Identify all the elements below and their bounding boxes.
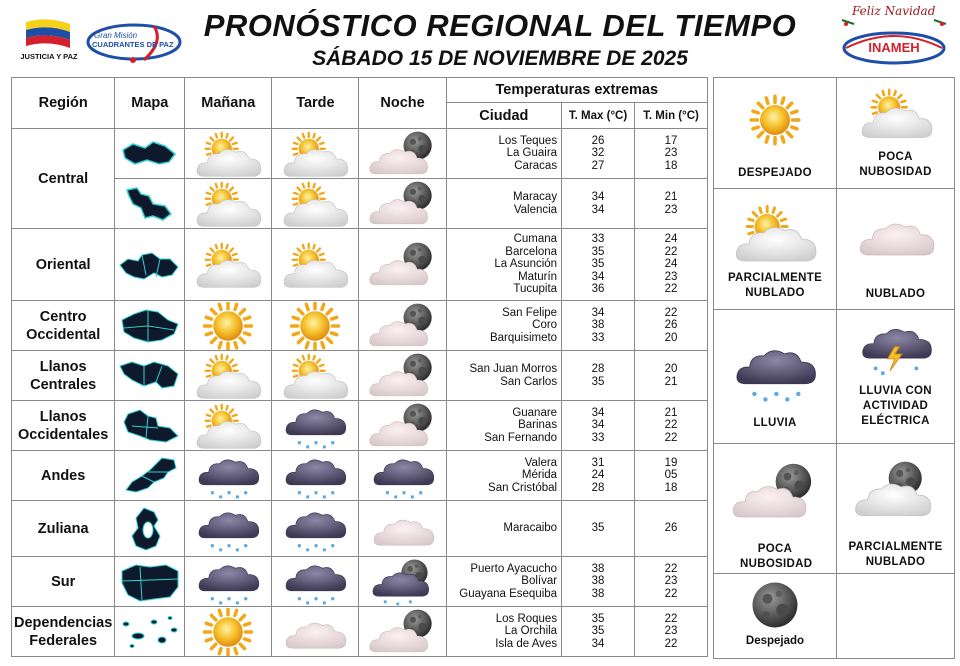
morning-icon bbox=[185, 557, 272, 607]
tmax-values: 34 38 33 bbox=[562, 301, 635, 351]
map-sur bbox=[115, 557, 185, 607]
morning-icon bbox=[185, 229, 272, 301]
region-llanos-centrales: Llanos Centrales bbox=[12, 351, 115, 401]
afternoon-icon bbox=[272, 229, 359, 301]
cuadrantes-de-paz-logo bbox=[84, 16, 184, 68]
morning-icon bbox=[185, 451, 272, 501]
cities: Los Roques La Orchila Isla de Aves bbox=[446, 607, 561, 657]
logo-gm-line2: CUADRANTES DE PAZ bbox=[92, 40, 174, 49]
map-dependencias-federales bbox=[115, 607, 185, 657]
col-tmax: T. Max (°C) bbox=[562, 103, 635, 129]
legend-parcialmente-nublado bbox=[714, 189, 837, 310]
legend-label: DESPEJADO bbox=[738, 167, 812, 179]
col-map: Mapa bbox=[115, 78, 185, 129]
tmax-values: 31 24 28 bbox=[562, 451, 635, 501]
morning-icon bbox=[185, 129, 272, 179]
legend-label: LLUVIA bbox=[753, 417, 797, 429]
cities: Maracay Valencia bbox=[446, 179, 561, 229]
legend-parcialmente-nublado-noche bbox=[837, 444, 955, 574]
tmin-values: 22 23 22 bbox=[635, 607, 708, 657]
table-row bbox=[12, 401, 708, 451]
legend-table bbox=[713, 77, 955, 659]
legend-label: Despejado bbox=[745, 635, 805, 647]
afternoon-icon bbox=[272, 301, 359, 351]
col-region: Región bbox=[12, 78, 115, 129]
tmin-values: 20 21 bbox=[635, 351, 708, 401]
legend-despejado-noche bbox=[714, 574, 837, 659]
col-afternoon: Tarde bbox=[272, 78, 359, 129]
night-icon bbox=[359, 229, 446, 301]
table-row bbox=[12, 351, 708, 401]
tmax-values: 35 35 34 bbox=[562, 607, 635, 657]
map-llanos-centrales bbox=[115, 351, 185, 401]
legend-label: PARCIALMENTE NUBLADO bbox=[727, 272, 823, 299]
cities: Maracaibo bbox=[446, 501, 561, 557]
legend-label: POCA NUBOSIDAD bbox=[740, 543, 813, 570]
region-llanos-occidentales: Llanos Occidentales bbox=[12, 401, 115, 451]
night-icon bbox=[359, 557, 446, 607]
tmin-values: 22 23 22 bbox=[635, 557, 708, 607]
afternoon-icon bbox=[272, 451, 359, 501]
tmin-values: 21 23 bbox=[635, 179, 708, 229]
tmax-values: 35 bbox=[562, 501, 635, 557]
logo-greeting: Feliz Navidad bbox=[852, 4, 936, 18]
map-llanos-occidentales bbox=[115, 401, 185, 451]
legend-empty bbox=[837, 574, 955, 659]
night-icon bbox=[359, 607, 446, 657]
tmax-values: 34 34 bbox=[562, 179, 635, 229]
legend-label: NUBLADO bbox=[865, 288, 926, 300]
tmax-values: 26 32 27 bbox=[562, 129, 635, 179]
col-morning: Mañana bbox=[185, 78, 272, 129]
region-centro-occidental: Centro Occidental bbox=[12, 301, 115, 351]
col-tmin: T. Min (°C) bbox=[635, 103, 708, 129]
col-night: Noche bbox=[359, 78, 446, 129]
night-icon bbox=[359, 351, 446, 401]
map-central-b bbox=[115, 179, 185, 229]
region-dependencias-federales: Dependencias Federales bbox=[12, 607, 115, 657]
cities: Cumana Barcelona La Asunción Maturín Tucupita bbox=[446, 229, 561, 301]
tmax-values: 28 35 bbox=[562, 351, 635, 401]
table-row bbox=[12, 451, 708, 501]
inameh-logo bbox=[838, 4, 950, 76]
table-row bbox=[12, 607, 708, 657]
table-row bbox=[12, 301, 708, 351]
map-central-a bbox=[115, 129, 185, 179]
cities: Los Teques La Guaira Caracas bbox=[446, 129, 561, 179]
map-oriental bbox=[115, 229, 185, 301]
afternoon-icon bbox=[272, 129, 359, 179]
legend-despejado bbox=[714, 78, 837, 189]
venezuela-flag-logo bbox=[18, 18, 80, 64]
region-sur: Sur bbox=[12, 557, 115, 607]
afternoon-icon bbox=[272, 401, 359, 451]
night-icon bbox=[359, 401, 446, 451]
cities: San Juan Morros San Carlos bbox=[446, 351, 561, 401]
page-title: PRONÓSTICO REGIONAL DEL TIEMPO bbox=[203, 8, 797, 43]
table-row bbox=[12, 129, 708, 179]
legend-label: PARCIALMENTE NUBLADO bbox=[848, 541, 943, 568]
tmin-values: 22 26 20 bbox=[635, 301, 708, 351]
map-zuliana bbox=[115, 501, 185, 557]
night-icon bbox=[359, 129, 446, 179]
night-icon bbox=[359, 501, 446, 557]
logo-inameh-text: INAMEH bbox=[868, 40, 920, 55]
region-oriental: Oriental bbox=[12, 229, 115, 301]
logo-gm-line1: Gran Misión bbox=[94, 31, 138, 40]
morning-icon bbox=[185, 501, 272, 557]
map-centro-occidental bbox=[115, 301, 185, 351]
forecast-table bbox=[11, 77, 708, 657]
tmin-values: 17 23 18 bbox=[635, 129, 708, 179]
legend-label: POCA NUBOSIDAD bbox=[859, 151, 932, 178]
afternoon-icon bbox=[272, 557, 359, 607]
afternoon-icon bbox=[272, 179, 359, 229]
morning-icon bbox=[185, 301, 272, 351]
logo-caption: JUSTICIA Y PAZ bbox=[20, 52, 78, 61]
cities: Guanare Barinas San Fernando bbox=[446, 401, 561, 451]
region-andes: Andes bbox=[12, 451, 115, 501]
cities: San Felipe Coro Barquisimeto bbox=[446, 301, 561, 351]
night-icon bbox=[359, 301, 446, 351]
legend-nublado bbox=[837, 189, 955, 310]
table-row bbox=[12, 229, 708, 301]
forecast-date: SÁBADO 15 DE NOVIEMBRE DE 2025 bbox=[312, 47, 688, 70]
cities: Valera Mérida San Cristóbal bbox=[446, 451, 561, 501]
night-icon bbox=[359, 179, 446, 229]
legend-lluvia-electrica bbox=[837, 310, 955, 444]
night-icon bbox=[359, 451, 446, 501]
legend-poca-nubosidad bbox=[837, 78, 955, 189]
table-row bbox=[12, 501, 708, 557]
tmin-values: 19 05 18 bbox=[635, 451, 708, 501]
afternoon-icon bbox=[272, 501, 359, 557]
afternoon-icon bbox=[272, 607, 359, 657]
col-temps: Temperaturas extremas bbox=[446, 78, 707, 103]
tmax-values: 34 34 33 bbox=[562, 401, 635, 451]
afternoon-icon bbox=[272, 351, 359, 401]
region-zuliana: Zuliana bbox=[12, 501, 115, 557]
legend-label: LLUVIA CON ACTIVIDAD ELÉCTRICA bbox=[859, 385, 932, 427]
region-central: Central bbox=[12, 129, 115, 229]
morning-icon bbox=[185, 179, 272, 229]
morning-icon bbox=[185, 607, 272, 657]
map-andes bbox=[115, 451, 185, 501]
morning-icon bbox=[185, 351, 272, 401]
table-row bbox=[12, 179, 708, 229]
table-row bbox=[12, 557, 708, 607]
tmin-values: 21 22 22 bbox=[635, 401, 708, 451]
morning-icon bbox=[185, 401, 272, 451]
tmin-values: 24 22 24 23 22 bbox=[635, 229, 708, 301]
cities: Puerto Ayacucho Bolívar Guayana Esequiba bbox=[446, 557, 561, 607]
legend-poca-nubosidad-noche bbox=[714, 444, 837, 574]
tmin-values: 26 bbox=[635, 501, 708, 557]
tmax-values: 38 38 38 bbox=[562, 557, 635, 607]
legend-lluvia bbox=[714, 310, 837, 444]
col-city: Ciudad bbox=[446, 103, 561, 129]
tmax-values: 33 35 35 34 36 bbox=[562, 229, 635, 301]
